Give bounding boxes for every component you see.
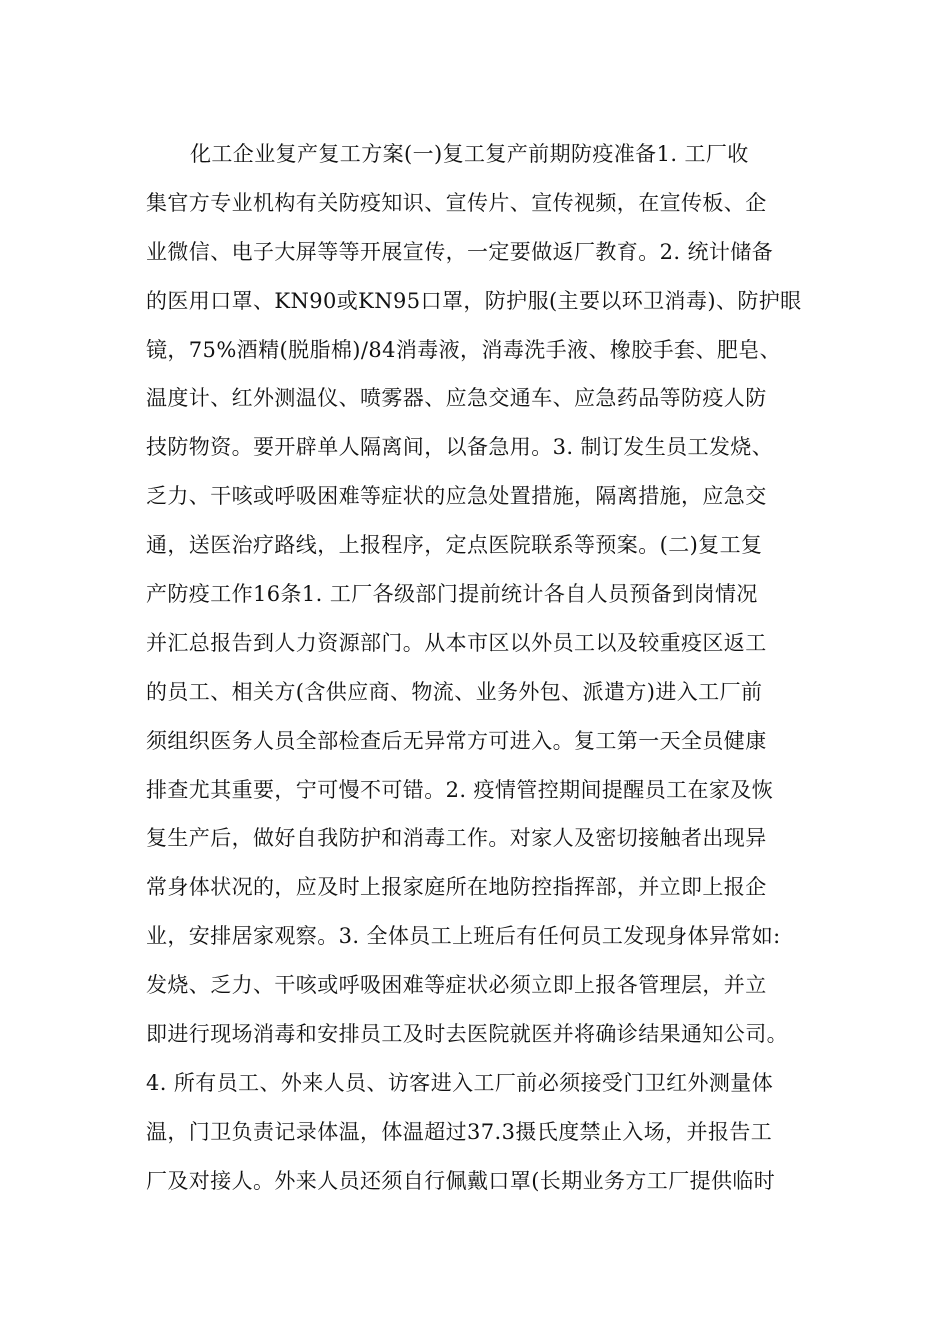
paragraph-line: 的医用口罩、KN90或KN95口罩，防护服(主要以环卫消毒)、防护眼 [146, 288, 802, 313]
paragraph-line: 乏力、干咳或呼吸困难等症状的应急处置措施，隔离措施，应急交 [146, 484, 767, 509]
document-body [146, 130, 826, 1206]
paragraph-line: 排查尤其重要，宁可慢不可错。2. 疫情管控期间提醒员工在家及恢 [146, 777, 774, 802]
paragraph-line: 业，安排居家观察。3. 全体员工上班后有任何员工发现身体异常如: [146, 924, 781, 949]
paragraph-line: 温，门卫负责记录体温，体温超过37.3摄氏度禁止入场，并报告工 [146, 1119, 773, 1144]
paragraph-line: 须组织医务人员全部检查后无异常方可进入。复工第一天全员健康 [146, 728, 767, 753]
paragraph-line: 集官方专业机构有关防疫知识、宣传片、宣传视频，在宣传板、企 [146, 190, 767, 215]
paragraph-line: 产防疫工作16条1. 工厂各级部门提前统计各自人员预备到岗情况 [146, 582, 758, 607]
paragraph-line: 业微信、电子大屏等等开展宣传，一定要做返厂教育。2. 统计储备 [146, 239, 774, 264]
paragraph-line: 发烧、乏力、干咳或呼吸困难等症状必须立即上报各管理层，并立 [146, 973, 767, 998]
paragraph-line: 的员工、相关方(含供应商、物流、业务外包、派遣方)进入工厂前 [146, 679, 763, 704]
paragraph-line: 通，送医治疗路线，上报程序，定点医院联系等预案。(二)复工复 [146, 533, 763, 558]
paragraph-line: 厂及对接人。外来人员还须自行佩戴口罩(长期业务方工厂提供临时 [146, 1168, 776, 1193]
paragraph-line: 化工企业复产复工方案(一)复工复产前期防疫准备1. 工厂收 [190, 142, 749, 166]
paragraph-line: 技防物资。要开辟单人隔离间，以备急用。3. 制订发生员工发烧、 [146, 435, 774, 460]
paragraph-line: 镜，75%酒精(脱脂棉)/84消毒液，消毒洗手液、橡胶手套、肥皂、 [146, 337, 782, 362]
paragraph-line: 温度计、红外测温仪、喷雾器、应急交通车、应急药品等防疫人防 [146, 386, 767, 411]
paragraph-line: 复生产后，做好自我防护和消毒工作。对家人及密切接触者出现异 [146, 826, 767, 851]
paragraph-line: 并汇总报告到人力资源部门。从本市区以外员工以及较重疫区返工 [146, 630, 767, 655]
paragraph-line: 常身体状况的，应及时上报家庭所在地防控指挥部，并立即上报企 [146, 875, 767, 900]
paragraph-line: 即进行现场消毒和安排员工及时去医院就医并将确诊结果通知公司。 [146, 1022, 788, 1047]
paragraph-line: 4. 所有员工、外来人员、访客进入工厂前必须接受门卫红外测量体 [146, 1070, 774, 1095]
